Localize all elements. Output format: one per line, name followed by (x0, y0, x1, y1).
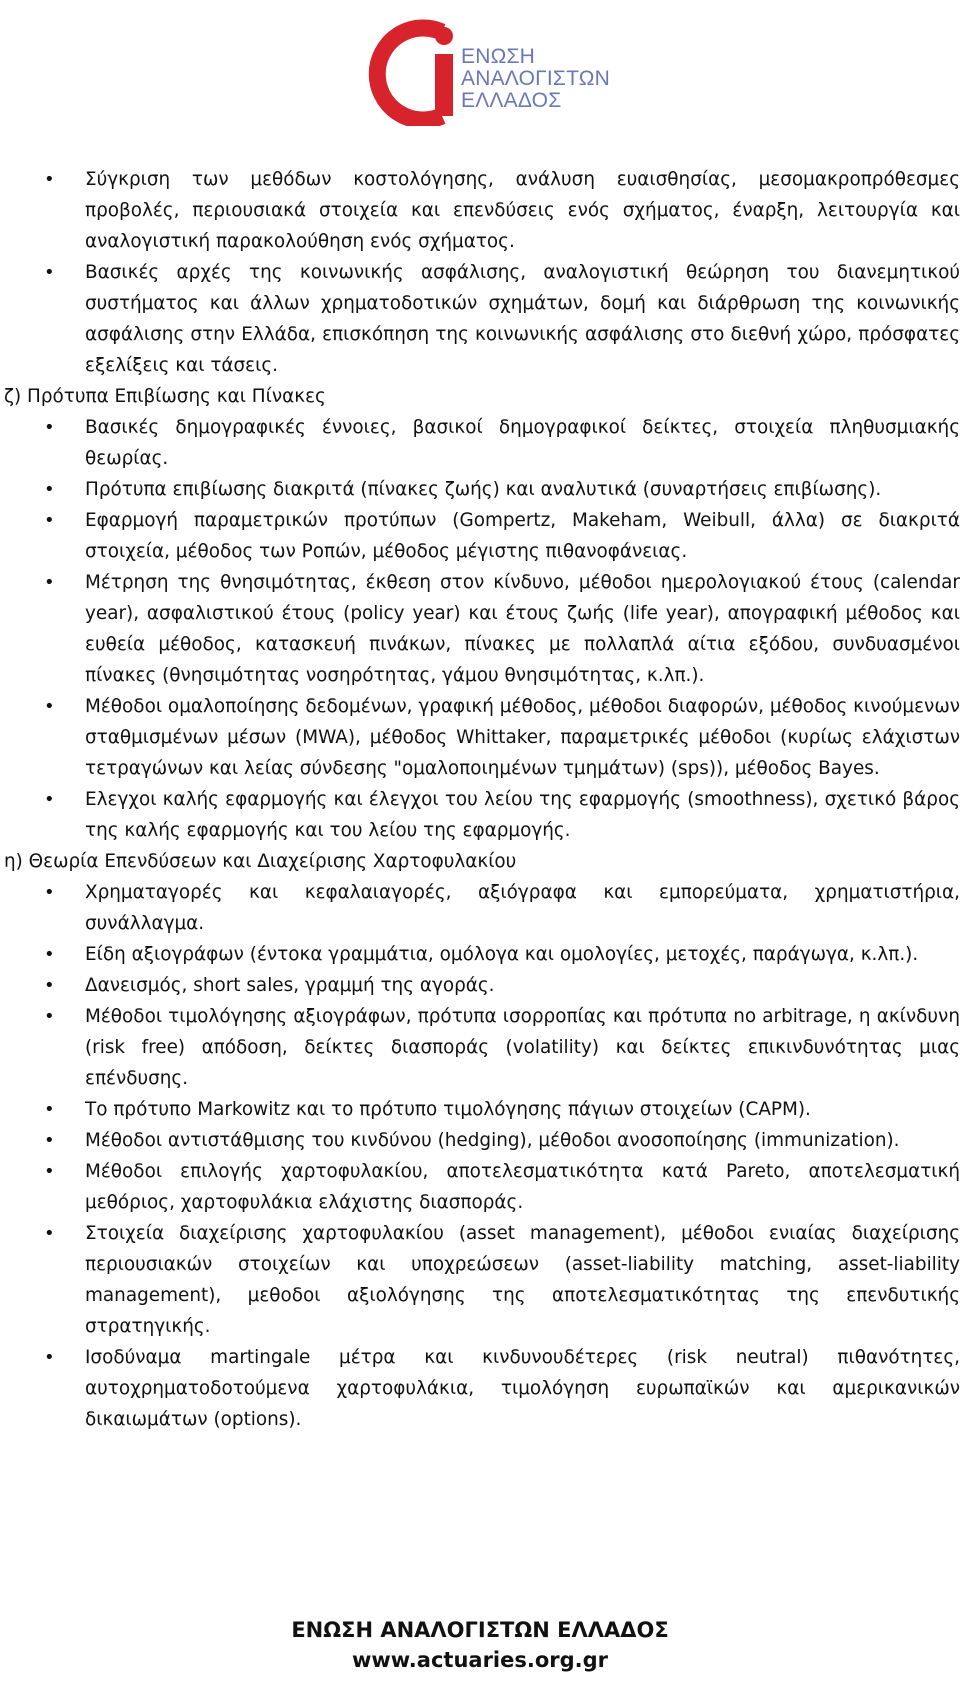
bullet-icon: • (44, 417, 55, 438)
bullet-icon: • (44, 479, 55, 500)
logo-line: ΕΝΩΣΗ (461, 45, 536, 68)
list-item (0, 691, 960, 784)
list-item (0, 1156, 960, 1218)
list-item (0, 939, 960, 970)
bullet-list (0, 412, 960, 846)
section-heading: η) Θεωρία Επενδύσεων και Διαχείρισης Χαρτοφυλακίου (4, 851, 517, 872)
bullet-icon: • (44, 789, 55, 810)
list-item-text: Ισοδύναμα martingale μέτρα και κινδυνουδέτερες (risk neutral) πιθανότητες, αυτοχρηματοδοτούμενα χαρτοφυλάκια, τιμολόγηση ευρωπαϊκών και αμερικανικών δικαιωμάτων (options). (85, 1347, 960, 1430)
bullet-icon: • (44, 882, 55, 903)
logo-dot (435, 27, 453, 45)
list-item-text: Πρότυπα επιβίωσης διακριτά (πίνακες ζωής) και αναλυτικά (συναρτήσεις επιβίωσης). (85, 479, 882, 500)
list-item-text: Βασικές δημογραφικές έννοιες, βασικοί δημογραφικοί δείκτες, στοιχεία πληθυσμιακής θεωρίας. (85, 417, 960, 469)
bullet-icon: • (44, 1347, 55, 1368)
list-item (0, 1001, 960, 1094)
bullet-icon: • (44, 696, 55, 717)
list-item-text: Στοιχεία διαχείρισης χαρτοφυλακίου (asset management), μέθοδοι ενιαίας διαχείρισης περιουσιακών στοιχείων και υποχρεώσεων (asset-liability matching, asset-liability management), μεθοδοι αξιολόγησης της αποτελεσματικότητας της επενδυτικής στρατηγικής. (85, 1223, 960, 1337)
section-heading: ζ) Πρότυπα Επιβίωσης και Πίνακες (4, 386, 326, 407)
list-item-text: Μέθοδοι τιμολόγησης αξιογράφων, πρότυπα ισορροπίας και πρότυπα no arbitrage, η ακίνδυνη (risk free) απόδοση, δείκτες διασποράς (volatility) και δείκτες επικινδυνότητας μιας επένδυσης. (85, 1006, 960, 1089)
list-item (0, 257, 960, 381)
bullet-icon: • (44, 1130, 55, 1151)
list-item (0, 474, 960, 505)
list-item-text: Δανεισμός, short sales, γραμμή της αγοράς. (85, 975, 495, 996)
logo-bar (435, 54, 453, 116)
bullet-list (0, 877, 960, 1435)
list-item (0, 567, 960, 691)
list-item-text: Χρηματαγορές και κεφαλαιαγορές, αξιόγραφα και εμπορεύματα, χρηματιστήρια, συνάλλαγμα. (85, 882, 960, 934)
list-item-text: Μέθοδοι αντιστάθμισης του κινδύνου (hedging), μέθοδοι ανοσοποίησης (immunization). (85, 1130, 900, 1151)
page-footer (0, 1615, 960, 1675)
bullet-icon: • (44, 975, 55, 996)
list-item (0, 1218, 960, 1342)
bullet-icon: • (44, 572, 55, 593)
footer-org: ΕΝΩΣΗ ΑΝΑΛΟΓΙΣΤΩΝ ΕΛΛΑΔΟΣ (291, 1618, 669, 1642)
logo (358, 18, 610, 126)
list-item (0, 164, 960, 257)
bullet-icon: • (44, 510, 55, 531)
list-item-text: Ελεγχοι καλής εφαρμογής και έλεγχοι του λείου της εφαρμογής (smoothness), σχετικό βάρος της καλής εφαρμογής και του λείου της εφαρμογής. (85, 789, 960, 841)
bullet-icon: • (44, 1006, 55, 1027)
bullet-icon: • (44, 169, 55, 190)
logo-arc (377, 28, 442, 120)
list-item (0, 412, 960, 474)
list-item (0, 505, 960, 567)
list-item (0, 1125, 960, 1156)
list-item-text: Είδη αξιογράφων (έντοκα γραμμάτια, ομόλογα και ομολογίες, μετοχές, παράγωγα, κ.λπ.). (85, 944, 919, 965)
bullet-icon: • (44, 1161, 55, 1182)
bullet-icon: • (44, 262, 55, 283)
bullet-icon: • (44, 1099, 55, 1120)
list-item (0, 877, 960, 939)
bullet-list (0, 164, 960, 381)
list-item (0, 1094, 960, 1125)
bullet-icon: • (44, 944, 55, 965)
list-item-text: Σύγκριση των μεθόδων κοστολόγησης, ανάλυση ευαισθησίας, μεσομακροπρόθεσμες προβολές, περιουσιακά στοιχεία και επενδύσεις ενός σχήματος, έναρξη, λειτουργία και αναλογιστική παρακολούθηση ενός σχήματος. (85, 169, 960, 252)
list-item-text: Μέτρηση της θνησιμότητας, έκθεση στον κίνδυνο, μέθοδοι ημερολογιακού έτους (calendar year), ασφαλιστικού έτους (policy year) και έτους ζωής (life year), απογραφική μέθοδος και ευθεία μέθοδος, κατασκευή πινάκων, πίνακες με πολλαπλά αίτια εξόδου, συνδυασμένοι πίνακες (θνησιμότητας νοσηρότητας, γάμου θνησιμότητας, κ.λπ.). (85, 572, 960, 686)
list-item-text: Το πρότυπο Markowitz και το πρότυπο τιμολόγησης πάγιων στοιχείων (CAPM). (85, 1099, 811, 1120)
document-body (0, 164, 960, 1435)
list-item-text: Εφαρμογή παραμετρικών προτύπων (Gompertz, Makeham, Weibull, άλλα) σε διακριτά στοιχεία, μέθοδος των Ροπών, μέθοδος μέγιστης πιθανοφάνειας. (85, 510, 960, 562)
logo-line: ΕΛΛΑΔΟΣ (461, 89, 562, 112)
list-item-text: Βασικές αρχές της κοινωνικής ασφάλισης, αναλογιστική θεώρηση του διανεμητικού συστήματος και άλλων χρηματοδοτικών σχημάτων, δομή και διάρθρωση της κοινωνικής ασφάλισης στην Ελλάδα, επισκόπηση της κοινωνικής ασφάλισης στο διεθνή χώρο, πρόσφατες εξελίξεις και τάσεις. (85, 262, 960, 376)
logo-wordmark (461, 46, 610, 112)
list-item-text: Μέθοδοι επιλογής χαρτοφυλακίου, αποτελεσματικότητα κατά Pareto, αποτελεσματική μεθόριος, χαρτοφυλάκια ελάχιστης διασποράς. (85, 1161, 960, 1213)
list-item (0, 784, 960, 846)
list-item-text: Μέθοδοι ομαλοποίησης δεδομένων, γραφική μέθοδος, μέθοδοι διαφορών, μέθοδος κινούμενων σταθμισμένων μέσων (MWA), μέθοδος Whittaker, παραμετρικές μέθοδοι (κυρίως ελάχιστων τετραγώνων και λείας σύνδεσης "ομαλοποιημένων τμημάτων) (sps)), μέθοδος Bayes. (85, 696, 960, 779)
bullet-icon: • (44, 1223, 55, 1244)
footer-url: www.actuaries.org.gr (351, 1648, 609, 1672)
list-item (0, 1342, 960, 1435)
list-item (0, 970, 960, 1001)
logo-line: ΑΝΑΛΟΓΙΣΤΩΝ (461, 67, 610, 90)
logo-mark (358, 18, 468, 126)
